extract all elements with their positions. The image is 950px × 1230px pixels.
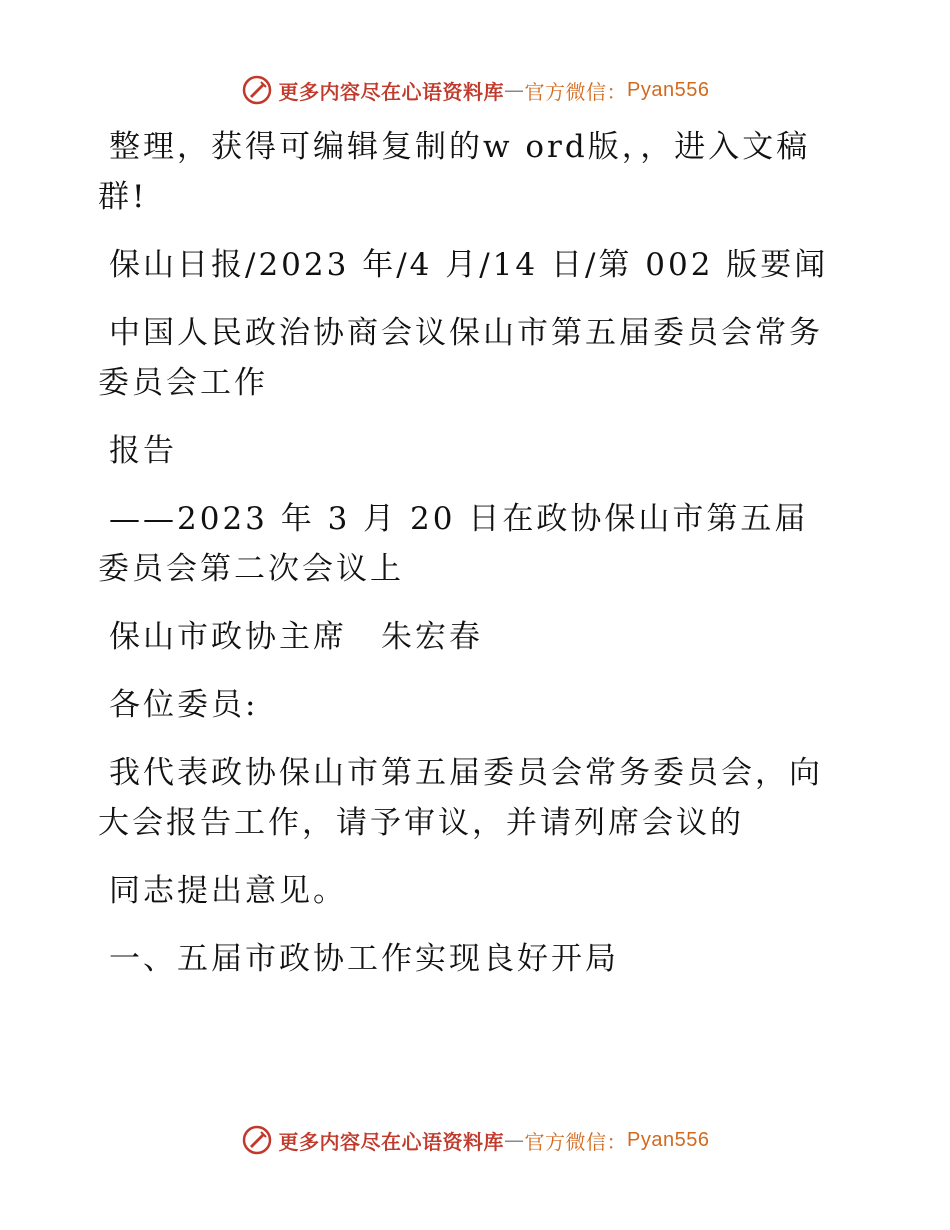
- watermark-wechat-id: Pyan556: [627, 1128, 710, 1151]
- paragraph-salutation: 各位委员:: [109, 687, 259, 723]
- watermark-main-text: 更多内容尽在心语资料库: [278, 79, 505, 104]
- watermark-wechat-label: 官方微信：: [524, 79, 628, 104]
- header-watermark: [0, 72, 950, 108]
- paragraph-opening: 我代表政协保山市第五届委员会常务委员会，向大会报告工作，请予审议，并请列席会议的: [98, 755, 823, 841]
- quill-logo-icon: [241, 1124, 273, 1156]
- watermark-wechat-label: 官方微信：: [524, 1129, 628, 1154]
- footer-watermark: [0, 1122, 950, 1158]
- paragraph-title: 中国人民政治协商会议保山市第五届委员会常务委员会工作: [98, 315, 823, 401]
- watermark-separator: —: [504, 78, 525, 102]
- paragraph-intro: 整理，获得可编辑复制的w ord版，，进入文稿群!: [98, 129, 811, 215]
- watermark-wechat-id: Pyan556: [627, 78, 710, 101]
- watermark-separator: —: [504, 1128, 525, 1152]
- section-heading-1: 一、五届市政协工作实现良好开局: [109, 941, 619, 977]
- quill-logo-icon: [241, 74, 273, 106]
- watermark-main-text: 更多内容尽在心语资料库: [278, 1129, 505, 1154]
- paragraph-author: 保山市政协主席 朱宏春: [109, 619, 483, 655]
- paragraph-source: 保山日报/2023 年/4 月/14 日/第 002 版要闻: [109, 247, 829, 283]
- paragraph-opening-cont: 同志提出意见。: [109, 873, 347, 909]
- paragraph-subtitle: ——2023 年 3 月 20 日在政协保山市第五届委员会第二次会议上: [98, 501, 809, 587]
- document-body: [98, 122, 833, 1002]
- paragraph-title-cont: 报告: [109, 433, 177, 469]
